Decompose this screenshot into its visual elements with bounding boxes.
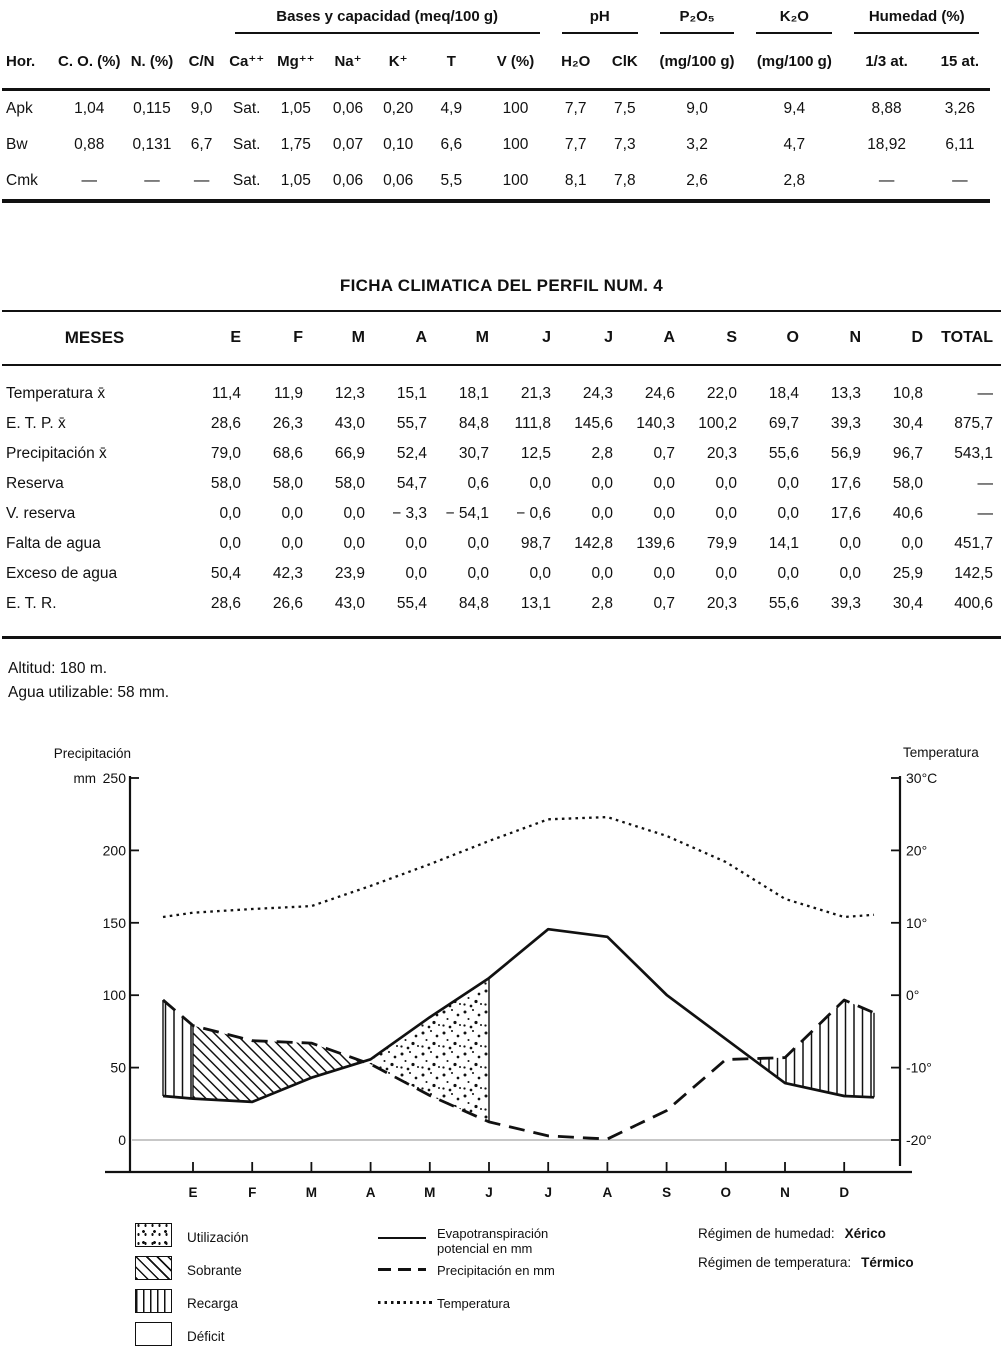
left-axis-title: Precipitación	[53, 746, 131, 761]
right-axis-tick-label: -10°	[906, 1059, 932, 1076]
table-cell: 24,6	[644, 385, 675, 402]
row-label: V. reserva	[6, 505, 76, 522]
table-cell: —	[54, 163, 124, 201]
row-label: E. T. R.	[2, 589, 187, 638]
table-cell: 0,0	[529, 565, 551, 582]
table-cell: 39,3	[830, 415, 861, 432]
sobrante-swatch-icon	[135, 1256, 172, 1280]
column-header: K⁺	[374, 34, 422, 90]
column-header: N	[807, 311, 869, 365]
table-cell: 0,7	[621, 589, 683, 638]
left-axis-tick-label: 250	[102, 770, 126, 786]
table-cell: 24,3	[582, 385, 613, 402]
table-cell: 84,8	[458, 415, 489, 432]
month-label: M	[424, 1185, 436, 1200]
recarga-swatch-icon	[135, 1289, 172, 1313]
table-cell: 1,05	[280, 100, 311, 117]
table-cell: 0,0	[715, 565, 737, 582]
table-cell: 0,0	[591, 505, 613, 522]
table-cell: —	[843, 163, 929, 201]
table-cell: —	[930, 163, 990, 201]
column-header: Na⁺	[322, 34, 374, 90]
table-cell: 96,7	[892, 445, 923, 462]
table-cell: 0,06	[332, 100, 364, 117]
temperature-regime-label: Régimen de temperatura:	[698, 1255, 852, 1270]
left-axis-tick-label: 0	[118, 1132, 126, 1148]
table-cell: 43,0	[334, 415, 365, 432]
row-label: Reserva	[6, 475, 64, 492]
table-cell: 0,7	[653, 445, 675, 462]
table-cell: 0,0	[467, 565, 489, 582]
table-cell: 142,8	[574, 535, 613, 552]
table-cell: 21,3	[520, 385, 551, 402]
table-cell: 12,5	[520, 445, 551, 462]
month-label: F	[248, 1185, 257, 1200]
table-cell: 52,4	[396, 445, 427, 462]
table-cell: 0,07	[332, 136, 364, 153]
table-cell: 0,0	[777, 505, 799, 522]
table-cell: 50,4	[210, 565, 241, 582]
column-header: M	[311, 311, 373, 365]
table-cell: − 3,3	[392, 505, 427, 522]
column-header: A	[373, 311, 435, 365]
table-cell: 0,115	[133, 100, 171, 117]
table-cell: 0,0	[281, 505, 303, 522]
month-label: J	[485, 1185, 493, 1200]
table-cell: 142,5	[954, 565, 993, 582]
table-cell: 23,9	[334, 565, 365, 582]
table-cell: Sat.	[232, 100, 261, 117]
table-cell: 0,0	[777, 475, 799, 492]
table-cell: 0,0	[219, 505, 241, 522]
table-cell: 100,2	[698, 415, 737, 432]
table-cell: 543,1	[954, 445, 993, 462]
table-cell: 100	[502, 136, 529, 153]
table-cell: 1,75	[280, 136, 311, 153]
row-label: Cmk	[2, 163, 54, 201]
table-cell: 111,8	[514, 415, 551, 432]
table-cell: 2,8	[745, 163, 843, 201]
table-cell: 12,3	[334, 385, 365, 402]
table-cell: 58,0	[334, 475, 365, 492]
column-header: C/N	[180, 34, 224, 90]
table-cell: 6,6	[440, 136, 463, 153]
usable-water-note: Agua utilizable: 58 mm.	[8, 684, 170, 701]
area-recarga-left	[163, 1000, 193, 1099]
table-cell: 0,0	[901, 535, 923, 552]
table-cell: —	[977, 385, 993, 402]
table-cell: 3,2	[686, 136, 708, 153]
column-header: C. O. (%)	[54, 34, 124, 90]
table-cell: 26,3	[272, 415, 303, 432]
column-header: Hor.	[2, 34, 54, 90]
table-cell: 0,0	[591, 565, 613, 582]
table-cell: 0,0	[219, 535, 241, 552]
column-header: A	[621, 311, 683, 365]
column-header: M	[435, 311, 497, 365]
table-cell: 100	[502, 100, 529, 117]
column-header: 1/3 at.	[843, 34, 929, 90]
column-header: 15 at.	[930, 34, 990, 90]
table-cell: 8,1	[551, 163, 601, 201]
table-cell: 0,0	[777, 565, 799, 582]
table-cell: 4,7	[783, 136, 806, 153]
table-cell: 13,3	[830, 385, 861, 402]
table-cell: 100	[480, 163, 550, 201]
table-cell: 18,1	[458, 385, 489, 402]
table-cell: 9,0	[686, 100, 708, 117]
row-label: Exceso de agua	[6, 565, 118, 582]
table-cell: 0,88	[74, 136, 105, 153]
table-cell: 2,8	[591, 445, 613, 462]
column-header: J	[497, 311, 559, 365]
utilizacion-swatch-icon	[135, 1223, 172, 1247]
table-cell: 17,6	[830, 475, 861, 492]
column-header: TOTAL	[931, 311, 1001, 365]
legend-item-label: Déficit	[187, 1329, 225, 1344]
column-group-header: K₂O	[756, 8, 832, 34]
right-axis-tick-label: 30°C	[906, 770, 938, 786]
table-cell: 28,6	[187, 589, 249, 638]
table-cell: —	[124, 163, 179, 201]
table-cell: 140,3	[636, 415, 675, 432]
left-axis-tick-label: 200	[102, 842, 126, 859]
table-cell: 69,7	[768, 415, 799, 432]
table-cell: 17,6	[830, 505, 861, 522]
table-cell: 55,6	[745, 589, 807, 638]
column-header: D	[869, 311, 931, 365]
table-cell: —	[977, 505, 993, 522]
table-cell: 25,9	[892, 565, 923, 582]
column-header: (mg/100 g)	[745, 34, 843, 90]
table-cell: 6,7	[190, 136, 213, 153]
table-cell: 0,0	[343, 505, 365, 522]
table-cell: 0,0	[715, 505, 737, 522]
legend-line-label: Precipitación en mm	[437, 1263, 555, 1278]
table-cell: 0,20	[383, 100, 414, 117]
table-cell: 54,7	[396, 475, 427, 492]
row-label: Precipitación x̄	[6, 445, 107, 462]
table-cell: 0,0	[839, 565, 861, 582]
table-cell: 30,7	[458, 445, 489, 462]
climate-table-title: FICHA CLIMATICA DEL PERFIL NUM. 4	[339, 276, 664, 295]
column-header: Mg⁺⁺	[270, 34, 322, 90]
month-label: A	[602, 1185, 613, 1200]
humidity-regime	[698, 1226, 886, 1241]
table-cell: 8,88	[871, 100, 902, 117]
table-cell: Sat.	[224, 163, 270, 201]
table-cell: 30,4	[892, 415, 923, 432]
table-cell: 56,9	[830, 445, 861, 462]
table-cell: 15,1	[396, 385, 427, 402]
table-cell: 0,6	[467, 475, 489, 492]
table-cell: 0,0	[653, 475, 675, 492]
column-header: H₂O	[551, 34, 601, 90]
column-header: ClK	[601, 34, 649, 90]
left-axis-unit: mm	[73, 771, 96, 786]
month-label: O	[720, 1185, 732, 1200]
table-cell: 58,0	[272, 475, 303, 492]
table-cell: 1,04	[74, 100, 105, 117]
humidity-regime-label: Régimen de humedad:	[698, 1226, 835, 1241]
table-cell: 1,05	[270, 163, 322, 201]
legend-line-label-row: potencial en mm	[437, 1241, 533, 1256]
right-axis-tick-label: 0°	[906, 987, 920, 1004]
table-cell: 400,6	[931, 589, 1001, 638]
table-cell: 0,0	[591, 475, 613, 492]
row-label: Falta de agua	[6, 535, 101, 552]
table-cell: 39,3	[807, 589, 869, 638]
column-header: Ca⁺⁺	[224, 34, 270, 90]
column-group-header: Bases y capacidad (meq/100 g)	[235, 8, 540, 34]
table-cell: 7,5	[614, 100, 636, 117]
table-cell: 0,0	[343, 535, 365, 552]
row-label: Temperatura x̄	[6, 385, 106, 402]
table-cell: 98,7	[520, 535, 551, 552]
table-cell: 2,6	[649, 163, 745, 201]
table-cell: 0,06	[322, 163, 374, 201]
table-cell: 11,4	[211, 385, 241, 402]
dashed-line-sample-icon	[378, 1268, 426, 1271]
table-cell: 0,06	[374, 163, 422, 201]
table-cell: 451,7	[954, 535, 993, 552]
legend-line-label-row: Evapotranspiración	[437, 1226, 549, 1241]
table-cell: 79,0	[210, 445, 241, 462]
table-cell: 2,8	[559, 589, 621, 638]
table-cell: 58,0	[892, 475, 923, 492]
table-cell: —	[977, 475, 993, 492]
temperature-line	[163, 817, 874, 917]
table-cell: 0,0	[653, 505, 675, 522]
row-label: Bw	[6, 136, 28, 153]
table-cell: 7,8	[601, 163, 649, 201]
column-header: J	[559, 311, 621, 365]
deficit-swatch-icon	[135, 1322, 172, 1346]
temperature-regime	[698, 1255, 914, 1270]
table-cell: 55,6	[768, 445, 799, 462]
table-cell: 10,8	[892, 385, 923, 402]
table-cell: 28,6	[210, 415, 241, 432]
column-header: MESES	[2, 311, 187, 365]
month-label: J	[544, 1185, 552, 1200]
table-cell: 875,7	[954, 415, 993, 432]
table-cell: 0,0	[281, 535, 303, 552]
month-label: S	[662, 1185, 672, 1200]
column-group-header: pH	[562, 8, 638, 34]
left-axis-tick-label: 100	[102, 987, 126, 1004]
table-cell: 43,0	[311, 589, 373, 638]
column-group-header: P₂O₅	[660, 8, 734, 34]
table-cell: 7,7	[564, 100, 587, 117]
month-label: N	[780, 1185, 790, 1200]
column-header: O	[745, 311, 807, 365]
left-axis-tick-label: 50	[110, 1059, 126, 1076]
area-recarga-right	[752, 1000, 874, 1097]
solid-line-sample-icon	[378, 1237, 426, 1239]
column-header: F	[249, 311, 311, 365]
table-cell: 4,9	[440, 100, 463, 117]
table-cell: 18,4	[768, 385, 799, 402]
altitude-note: Altitud: 180 m.	[8, 660, 108, 677]
table-cell: 58,0	[210, 475, 241, 492]
table-cell: 5,5	[422, 163, 480, 201]
right-axis-tick-label: 20°	[906, 842, 928, 859]
legend-line-label: Temperatura	[437, 1296, 510, 1311]
left-axis-tick-label: 150	[102, 914, 126, 931]
table-cell: 55,7	[396, 415, 427, 432]
table-cell: 30,4	[869, 589, 931, 638]
table-cell: 0,0	[467, 535, 489, 552]
table-cell: 18,92	[867, 136, 906, 153]
table-cell: 0,0	[715, 475, 737, 492]
column-header: E	[187, 311, 249, 365]
legend-item-label: Recarga	[187, 1296, 239, 1311]
table-cell: 9,0	[190, 100, 213, 117]
table-cell: 14,1	[768, 535, 799, 552]
table-cell: 0,0	[405, 565, 427, 582]
month-label: E	[188, 1185, 198, 1200]
table-cell: 79,9	[706, 535, 737, 552]
legend-item-label: Sobrante	[187, 1263, 242, 1278]
temperature-regime-value: Térmico	[861, 1255, 914, 1270]
dotted-line-sample-icon	[378, 1301, 432, 1304]
month-label: A	[365, 1185, 376, 1200]
table-cell: 22,0	[706, 385, 737, 402]
column-group-header: Humedad (%)	[854, 8, 979, 34]
table-cell: 84,8	[435, 589, 497, 638]
table-cell: 26,6	[249, 589, 311, 638]
humidity-regime-value: Xérico	[844, 1226, 886, 1241]
table-cell: 13,1	[497, 589, 559, 638]
table-cell: 3,26	[944, 100, 975, 117]
table-cell: 20,3	[683, 589, 745, 638]
table-cell: —	[180, 163, 224, 201]
legend-line-label	[437, 1226, 548, 1256]
right-axis-tick-label: 10°	[906, 914, 928, 931]
table-cell: 68,6	[272, 445, 303, 462]
table-cell: 20,3	[706, 445, 737, 462]
table-cell: 139,6	[636, 535, 675, 552]
table-cell: 66,9	[334, 445, 365, 462]
table-cell: − 54,1	[445, 505, 489, 522]
table-cell: 40,6	[892, 505, 923, 522]
table-cell: 7,7	[564, 136, 587, 153]
column-header: S	[683, 311, 745, 365]
table-cell: 9,4	[783, 100, 806, 117]
column-header: N. (%)	[124, 34, 179, 90]
table-cell: Sat.	[232, 136, 261, 153]
row-label: E. T. P. x̄	[6, 415, 66, 432]
table-cell: 0,0	[839, 535, 861, 552]
month-label: D	[839, 1185, 850, 1200]
column-header: V (%)	[480, 34, 550, 90]
right-axis-title: Temperatura	[903, 745, 979, 760]
right-axis-tick-label: -20°	[906, 1132, 932, 1148]
table-cell: 11,9	[273, 385, 303, 402]
table-cell: 55,4	[373, 589, 435, 638]
column-header: T	[422, 34, 480, 90]
month-label: M	[305, 1185, 318, 1200]
table-cell: − 0,6	[516, 505, 551, 522]
table-cell: 42,3	[272, 565, 303, 582]
table-cell: 0,10	[383, 136, 414, 153]
table-cell: 7,3	[614, 136, 636, 153]
table-cell: 0,0	[653, 565, 675, 582]
table-cell: 6,11	[945, 136, 975, 153]
column-header: (mg/100 g)	[649, 34, 745, 90]
table-cell: 0,0	[405, 535, 427, 552]
table-cell: 145,6	[574, 415, 613, 432]
legend-item-label: Utilización	[187, 1230, 249, 1245]
table-cell: 0,0	[529, 475, 551, 492]
table-cell: 0,131	[132, 136, 172, 153]
row-label: Apk	[6, 100, 33, 117]
